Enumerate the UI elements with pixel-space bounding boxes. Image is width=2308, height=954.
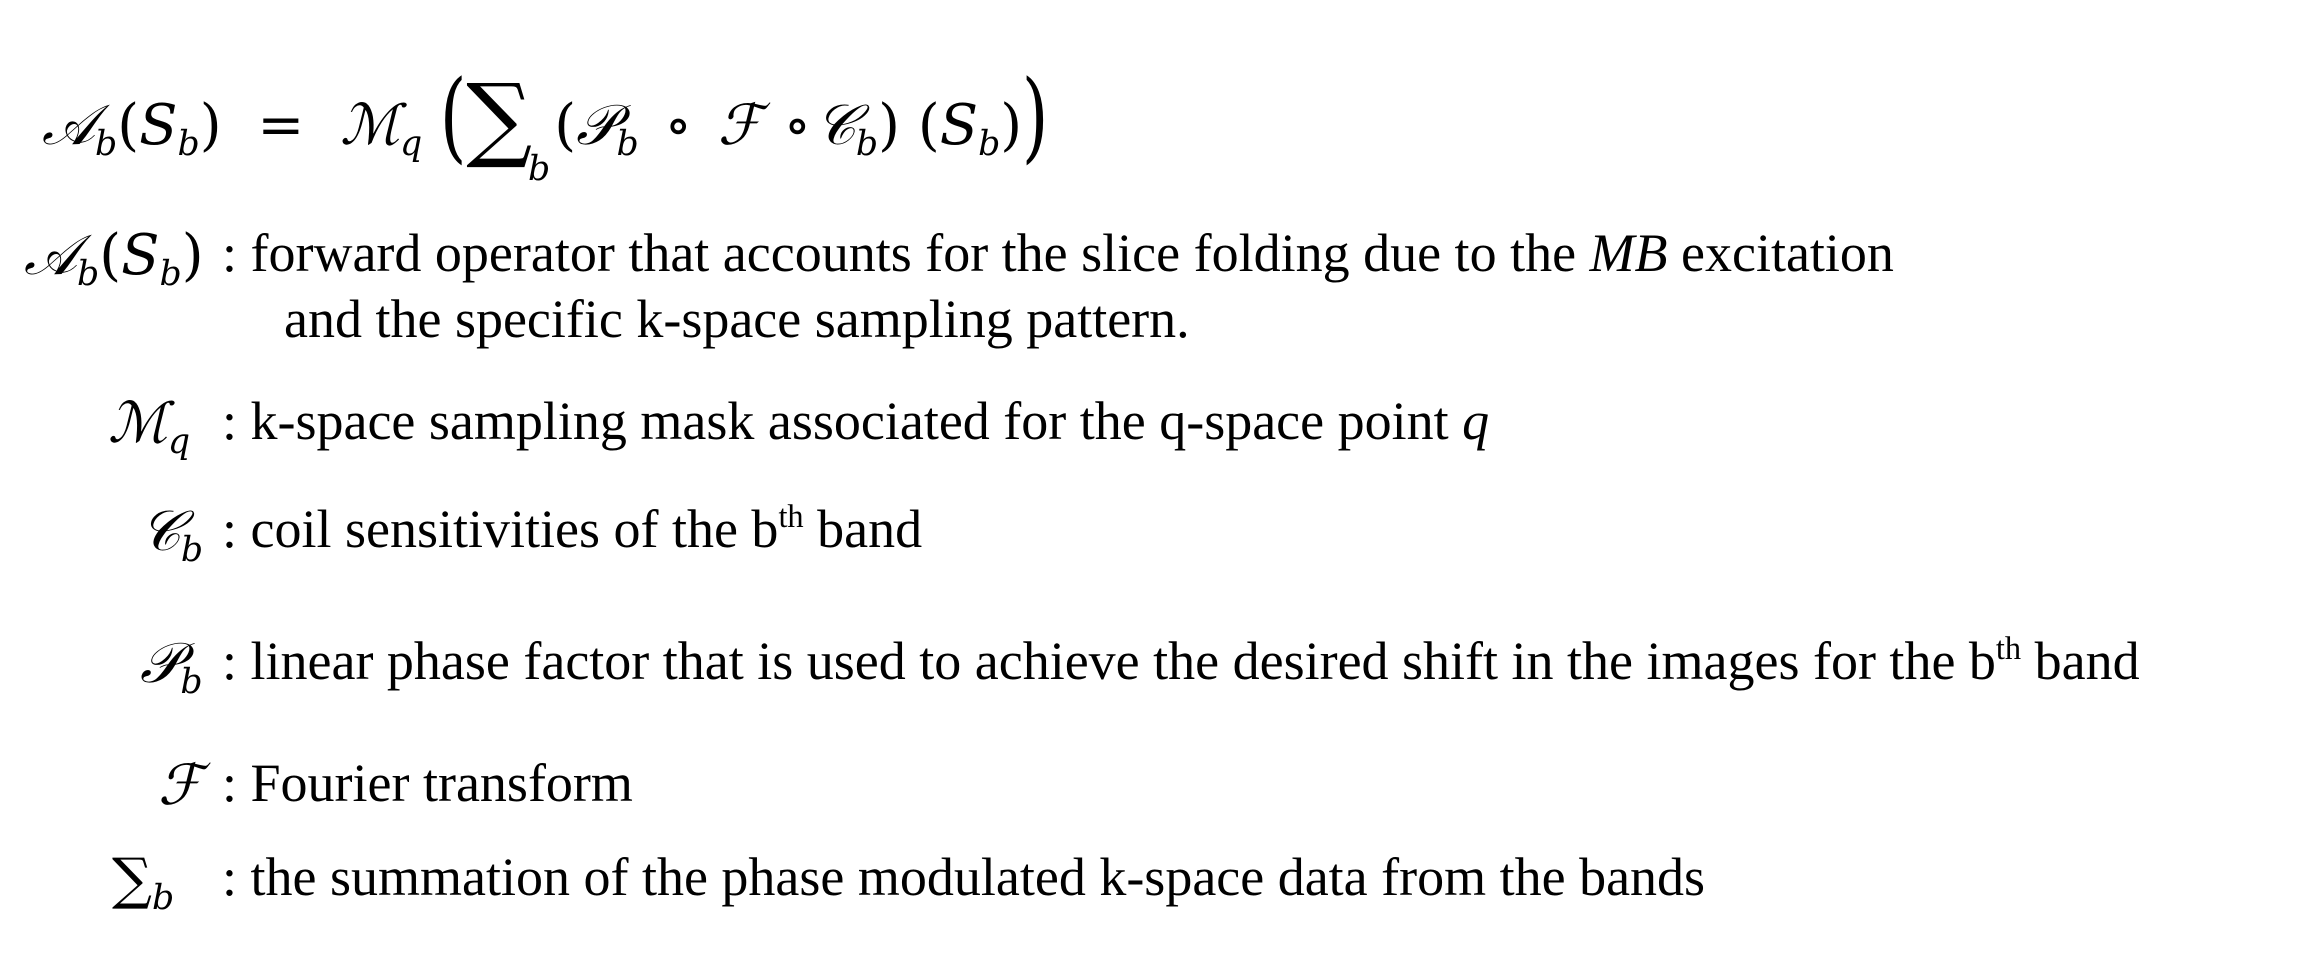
big-paren-close: ) bbox=[1021, 59, 1049, 174]
definition-text-sum: : the summation of the phase modulated k-space data from the bands bbox=[222, 847, 1706, 907]
definition-text-a-suffix: excitation bbox=[1667, 223, 1894, 283]
definition-mask bbox=[0, 390, 2308, 470]
term-m-subscript: q bbox=[167, 422, 191, 463]
sigma-subscript: b bbox=[528, 148, 551, 189]
term-a-arg-subscript: b bbox=[159, 254, 182, 295]
phase-p-subscript: b bbox=[616, 124, 639, 165]
phase-p-symbol: 𝒫 bbox=[576, 93, 617, 158]
definition-text-m-prefix: : k-space sampling mask associated for the q-space point bbox=[222, 391, 1463, 451]
definition-text-f: : Fourier transform bbox=[222, 753, 633, 813]
mask-m-subscript: q bbox=[399, 124, 423, 165]
arg-subscript: b bbox=[978, 124, 1001, 165]
term-m-symbol: ℳ bbox=[108, 391, 168, 456]
lhs-paren-close: ) bbox=[199, 93, 222, 158]
term-a-subscript: b bbox=[76, 254, 100, 295]
lhs-paren-open: ( bbox=[117, 93, 140, 158]
definition-text-p-superscript: th bbox=[1995, 630, 2022, 667]
definition-fourier bbox=[0, 752, 2308, 832]
term-a-paren-close: ) bbox=[181, 223, 204, 288]
term-c-symbol: 𝒞 bbox=[140, 499, 181, 564]
operator-a-symbol: 𝒜 bbox=[42, 93, 95, 158]
big-paren-open: ( bbox=[439, 59, 467, 174]
inner-paren-open: ( bbox=[554, 93, 577, 158]
term-p-subscript: b bbox=[180, 662, 203, 703]
definition-term-sum bbox=[112, 847, 175, 919]
mask-m-symbol: ℳ bbox=[340, 93, 400, 158]
definition-term-c bbox=[140, 499, 204, 571]
definition-text-c-suffix: band bbox=[803, 499, 923, 559]
definition-text-a bbox=[222, 223, 1894, 283]
term-a-arg: S bbox=[121, 223, 160, 288]
definition-text-m-italic: q bbox=[1462, 391, 1490, 451]
definition-text-p-prefix: : linear phase factor that is used to achieve the desired shift in the images for the b bbox=[222, 631, 1996, 691]
summation bbox=[466, 63, 551, 189]
definition-summation bbox=[0, 846, 2308, 926]
definition-text-c-superscript: th bbox=[778, 498, 804, 535]
definition-term-p bbox=[140, 631, 203, 703]
arg-s: S bbox=[939, 93, 979, 158]
definition-text-c bbox=[222, 498, 923, 559]
lhs-arg-subscript: b bbox=[177, 124, 200, 165]
term-a-symbol: 𝒜 bbox=[24, 223, 77, 288]
definition-text-a-line2: and the specific k-space sampling pattern. bbox=[284, 289, 1190, 349]
operator-a-subscript: b bbox=[94, 124, 118, 165]
definition-text-c-prefix: : coil sensitivities of the b bbox=[222, 499, 779, 559]
definition-text-a-italic: MB bbox=[1589, 223, 1668, 283]
compose-operator-2: ∘ bbox=[783, 93, 812, 158]
sigma-symbol: ∑ bbox=[466, 63, 533, 172]
term-sum-symbol: ∑ bbox=[112, 847, 152, 912]
definition-term-f bbox=[158, 753, 203, 818]
definition-term-a bbox=[24, 223, 204, 295]
arg-paren-open: ( bbox=[917, 93, 940, 158]
lhs-arg-s: S bbox=[139, 93, 178, 158]
definition-text-m bbox=[222, 391, 1490, 451]
definition-text-p-suffix: band bbox=[2021, 631, 2140, 691]
coil-c-subscript: b bbox=[855, 124, 879, 165]
arg-paren-close: ) bbox=[1000, 93, 1023, 158]
inner-paren-close: ) bbox=[878, 93, 901, 158]
forward-operator-equation bbox=[42, 59, 1049, 189]
term-f-symbol: ℱ bbox=[158, 753, 203, 818]
definition-term-m bbox=[108, 391, 191, 463]
definition-text-a-prefix: : forward operator that accounts for the slice folding due to the bbox=[222, 223, 1590, 283]
term-a-paren-open: ( bbox=[99, 223, 122, 288]
definition-phase bbox=[0, 630, 2308, 710]
definition-forward-operator bbox=[0, 222, 2308, 349]
equals-sign: = bbox=[257, 93, 305, 158]
coil-c-symbol: 𝒞 bbox=[815, 93, 856, 158]
definition-text-p bbox=[222, 630, 2140, 691]
definition-coil bbox=[0, 498, 2308, 578]
term-p-symbol: 𝒫 bbox=[140, 631, 181, 696]
compose-operator-1: ∘ bbox=[664, 93, 692, 158]
fourier-f-symbol: ℱ bbox=[717, 93, 762, 158]
term-c-subscript: b bbox=[180, 530, 204, 571]
term-sum-subscript: b bbox=[151, 878, 175, 919]
